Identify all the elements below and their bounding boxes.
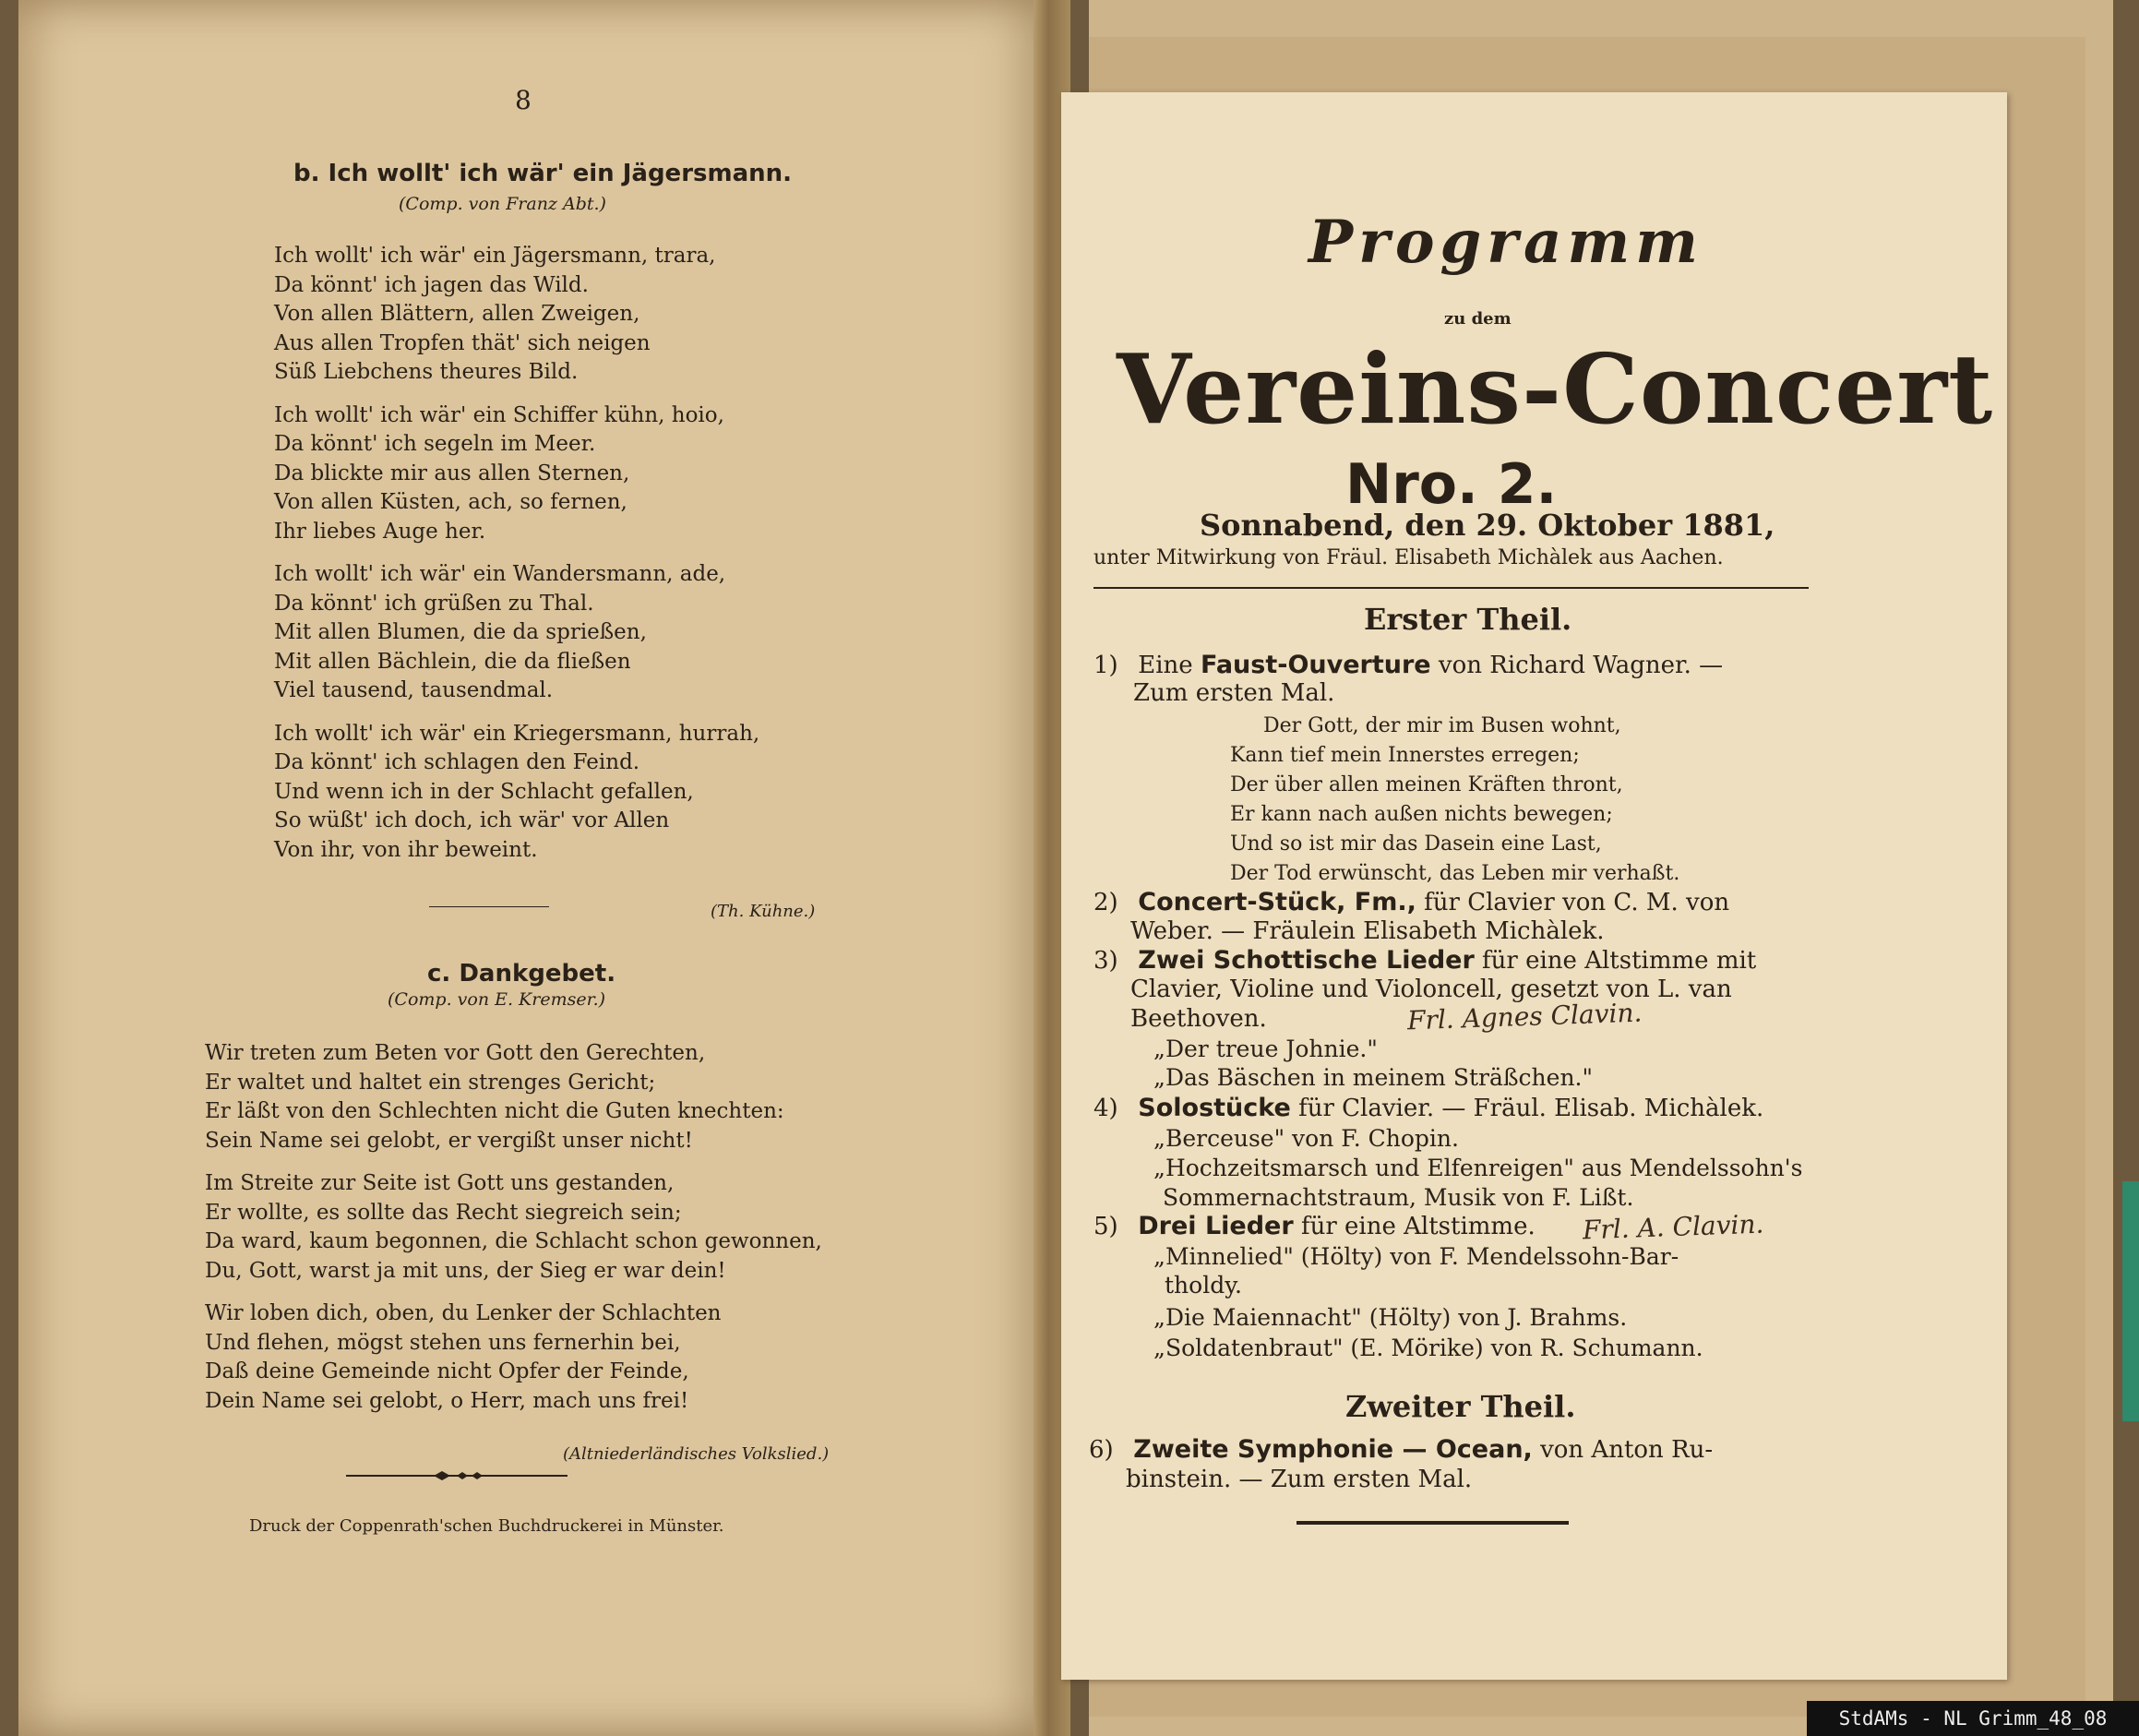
item-text: für Clavier von C. M. von — [1424, 889, 1730, 916]
item-text: von Anton Ru- — [1540, 1436, 1714, 1464]
verse-line: Kann tief mein Innerstes erregen; — [1230, 744, 1580, 767]
poem-line: Er wollte, es sollte das Recht siegreich sein; — [205, 1200, 682, 1225]
song-title: „Hochzeitsmarsch und Elfenreigen" aus Mendelssohn's — [1153, 1155, 1803, 1181]
poem-line: Und wenn ich in der Schlacht gefallen, — [274, 779, 694, 804]
poem-line: Aus allen Tropfen thät' sich neigen — [274, 330, 651, 355]
program-item-1-cont: Zum ersten Mal. — [1133, 679, 1335, 707]
poem-line: Da könnt' ich segeln im Meer. — [274, 432, 596, 456]
poem-line: Ich wollt' ich wär' ein Kriegersmann, hurrah, — [274, 721, 760, 746]
item-number: 2) — [1093, 889, 1118, 916]
stanza — [205, 1299, 822, 1416]
concert-title: Vereins-Concert — [1117, 332, 1994, 446]
part-one-heading: Erster Theil. — [1364, 602, 1572, 637]
program-title: Programm — [1308, 208, 1703, 277]
part-two-heading: Zweiter Theil. — [1345, 1389, 1576, 1424]
poem-line: Ich wollt' ich wär' ein Jägersmann, trara, — [274, 244, 716, 268]
song-title: „Die Maiennacht" (Hölty) von J. Brahms. — [1153, 1304, 1628, 1331]
item-text: für eine Altstimme. — [1300, 1213, 1536, 1240]
handwritten-note: Frl. Agnes Clavin. — [1406, 997, 1643, 1036]
poem-line: Mit allen Bächlein, die da fließen — [274, 649, 631, 674]
ornament-divider — [346, 1469, 568, 1482]
song-title: „Minnelied" (Hölty) von F. Mendelssohn-Bar- — [1153, 1243, 1679, 1270]
poem-line: Er waltet und haltet ein strenges Gericht; — [205, 1070, 656, 1095]
item-work: Faust-Ouverture — [1200, 651, 1431, 679]
poem-line: Im Streite zur Seite ist Gott uns gestanden, — [205, 1171, 675, 1195]
verse-line: Der Gott, der mir im Busen wohnt, — [1263, 714, 1621, 737]
item-number: 3) — [1093, 947, 1118, 975]
poem-line: Viel tausend, tausendmal. — [274, 678, 554, 702]
section-c-attribution: (Altniederländisches Volkslied.) — [563, 1444, 830, 1464]
section-c-title: c. Dankgebet. — [427, 960, 616, 988]
poem-line: Wir treten zum Beten vor Gott den Gerechten, — [205, 1041, 706, 1065]
program-item-2 — [1093, 888, 1729, 917]
item-number: 6) — [1089, 1436, 1114, 1464]
poem-line: Wir loben dich, oben, du Lenker der Schlachten — [205, 1301, 722, 1325]
poem-line: Und flehen, mögst stehen uns fernerhin bei, — [205, 1330, 681, 1355]
section-c-credit: (Comp. von E. Kremser.) — [388, 989, 606, 1010]
stanza — [274, 242, 759, 388]
poem-line: Daß deine Gemeinde nicht Opfer der Feinde, — [205, 1359, 689, 1383]
header-rule — [1093, 587, 1809, 589]
stanza — [205, 1039, 822, 1155]
poem-line: Ich wollt' ich wär' ein Wandersmann, ade, — [274, 562, 726, 586]
poem-line: Da ward, kaum begonnen, die Schlacht schon gewonnen, — [205, 1229, 822, 1253]
poem-line: Er läßt von den Schlechten nicht die Guten knechten: — [205, 1099, 784, 1123]
stanza — [274, 401, 759, 547]
program-item-6-cont: binstein. — Zum ersten Mal. — [1126, 1466, 1473, 1493]
poem-line: Dein Name sei gelobt, o Herr, mach uns frei! — [205, 1388, 689, 1413]
item-text: Eine — [1138, 652, 1193, 679]
item-number: 1) — [1093, 652, 1118, 679]
stanza — [274, 560, 759, 706]
poem-line: Da könnt' ich grüßen zu Thal. — [274, 591, 594, 616]
program-item-5 — [1093, 1212, 1536, 1241]
item-work: Zweite Symphonie — Ocean, — [1133, 1435, 1533, 1464]
program-item-4 — [1093, 1094, 1763, 1123]
verse-line: Er kann nach außen nichts bewegen; — [1230, 803, 1613, 826]
song-title: „Der treue Johnie." — [1153, 1036, 1378, 1062]
item-number: 4) — [1093, 1095, 1118, 1122]
item-text: von Richard Wagner. — — [1438, 652, 1724, 679]
poem-line: Sein Name sei gelobt, er vergißt unser nicht! — [205, 1128, 693, 1153]
program-item-3 — [1093, 946, 1756, 976]
song-title: Sommernachtstraum, Musik von F. Lißt. — [1163, 1184, 1634, 1211]
poem-line: Mit allen Blumen, die da sprießen, — [274, 620, 647, 644]
green-tab — [2122, 1181, 2139, 1421]
section-c-poem — [205, 1039, 822, 1430]
poem-line: Da könnt' ich schlagen den Feind. — [274, 750, 640, 774]
item-work: Concert-Stück, Fm., — [1138, 888, 1416, 916]
archive-watermark: StdAMs - NL Grimm_48_08 — [1807, 1701, 2139, 1736]
item-text: für eine Altstimme mit — [1482, 947, 1757, 975]
poem-line: Süß Liebchens theures Bild. — [274, 360, 579, 384]
program-zu-dem: zu dem — [1444, 309, 1512, 329]
song-title: „Berceuse" von F. Chopin. — [1153, 1125, 1459, 1152]
concert-number: Nro. 2. — [1345, 452, 1558, 517]
closing-rule — [1297, 1521, 1569, 1525]
program-item-2-cont: Weber. — Fräulein Elisabeth Michàlek. — [1130, 917, 1605, 945]
song-title: tholdy. — [1165, 1272, 1242, 1299]
stanza — [274, 720, 759, 866]
verse-line: Und so ist mir das Dasein eine Last, — [1230, 832, 1602, 856]
concert-date: Sonnabend, den 29. Oktober 1881, — [1200, 508, 1775, 543]
song-title: „Das Bäschen in meinem Sträßchen." — [1153, 1064, 1593, 1091]
poem-line: Von ihr, von ihr beweint. — [274, 837, 538, 862]
page-number: 8 — [515, 85, 532, 115]
section-divider — [429, 906, 549, 907]
stanza — [205, 1169, 822, 1286]
item-text: für Clavier. — Fräul. Elisab. Michàlek. — [1298, 1095, 1764, 1122]
section-b-title: b. Ich wollt' ich wär' ein Jägersmann. — [293, 160, 793, 187]
item-work: Solostücke — [1138, 1094, 1291, 1122]
program-item-1 — [1093, 651, 1723, 680]
item-number: 5) — [1093, 1213, 1118, 1240]
poem-line: Du, Gott, warst ja mit uns, der Sieg er war dein! — [205, 1258, 726, 1283]
song-title: „Soldatenbraut" (E. Mörike) von R. Schumann. — [1153, 1335, 1703, 1361]
poem-line: Von allen Küsten, ach, so fernen, — [274, 490, 627, 514]
section-b-poem — [274, 242, 759, 879]
poem-line: So wüßt' ich doch, ich wär' vor Allen — [274, 808, 670, 832]
printer-imprint: Druck der Coppenrath'schen Buchdruckerei in Münster. — [249, 1516, 724, 1536]
verse-line: Der Tod erwünscht, das Leben mir verhaßt. — [1230, 862, 1680, 885]
section-b-attribution: (Th. Kühne.) — [711, 902, 816, 921]
item-work: Drei Lieder — [1138, 1212, 1294, 1240]
concert-guest: unter Mitwirkung von Fräul. Elisabeth Michàlek aus Aachen. — [1093, 546, 1724, 569]
item-work: Zwei Schottische Lieder — [1138, 946, 1475, 975]
program-item-3-cont: Clavier, Violine und Violoncell, gesetzt von L. van — [1130, 976, 1732, 1003]
poem-line: Ihr liebes Auge her. — [274, 519, 486, 544]
poem-line: Da könnt' ich jagen das Wild. — [274, 272, 589, 297]
poem-line: Von allen Blättern, allen Zweigen, — [274, 302, 640, 326]
handwritten-note: Frl. A. Clavin. — [1582, 1208, 1764, 1246]
poem-line: Ich wollt' ich wär' ein Schiffer kühn, hoio, — [274, 402, 724, 427]
poem-line: Da blickte mir aus allen Sternen, — [274, 461, 630, 485]
section-b-credit: (Comp. von Franz Abt.) — [399, 194, 606, 214]
verse-line: Der über allen meinen Kräften thront, — [1230, 773, 1623, 796]
faust-verse — [1230, 712, 1679, 889]
program-item-6 — [1089, 1435, 1713, 1465]
program-item-3-composer: Beethoven. — [1130, 1005, 1267, 1033]
